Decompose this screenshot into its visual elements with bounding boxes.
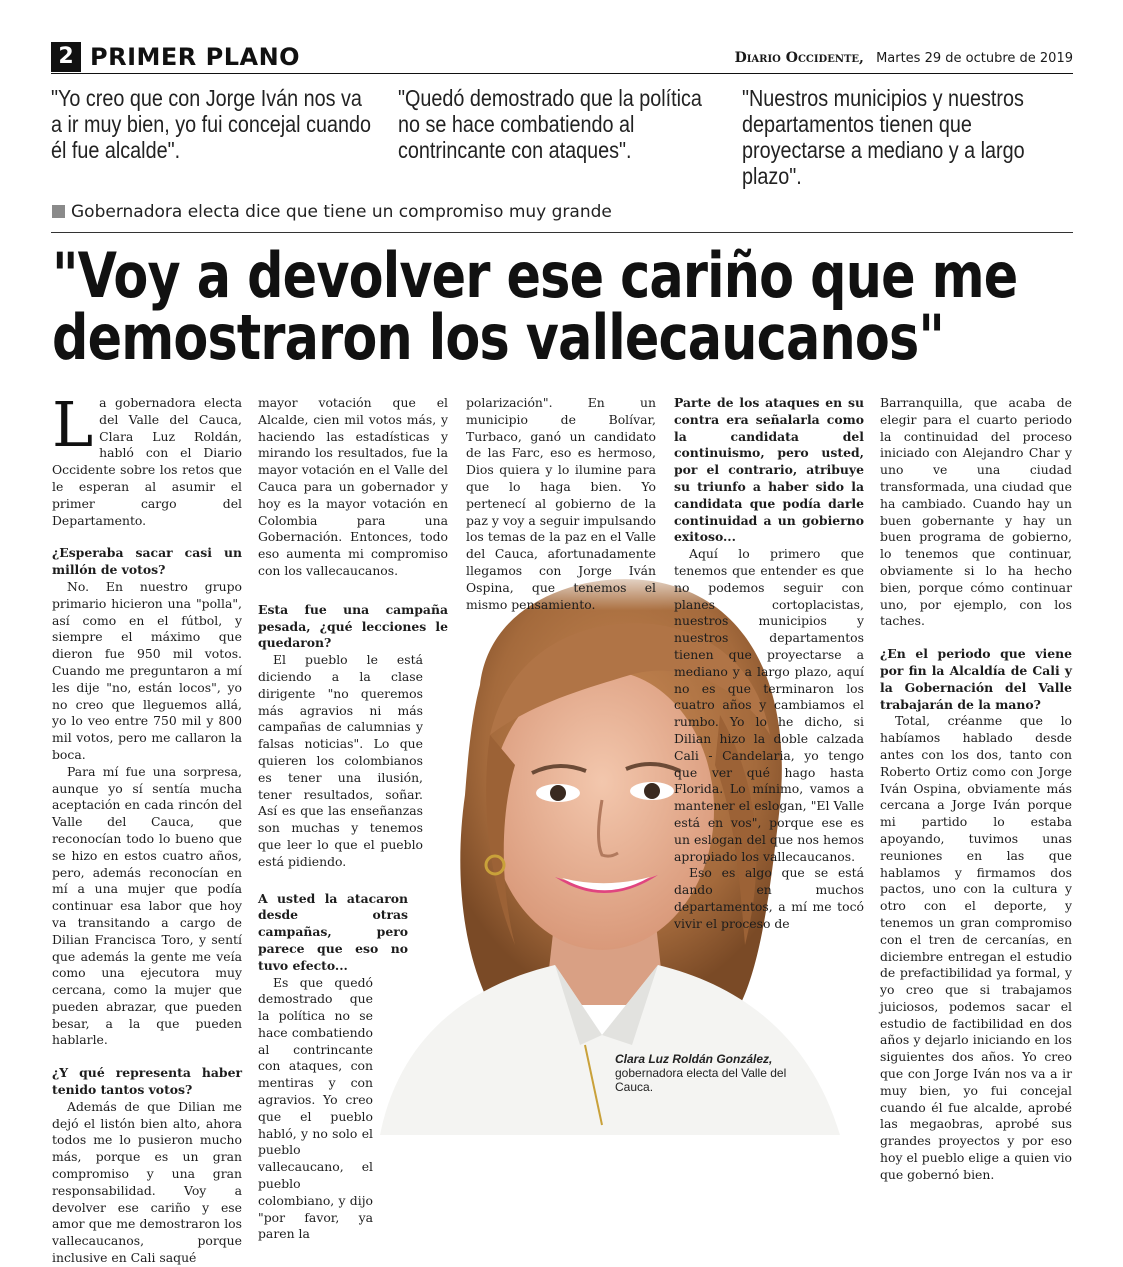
article-column-4 [674,395,864,933]
question: ¿Esperaba sacar casi un millón de votos? [52,545,242,578]
intro-text: a gobernadora electa del Valle del Cauca, Clara Luz Roldán, habló con el Diario Occidente sobre los retos que le esperan al asumir el primer cargo del Departamento. [52,395,242,528]
section-title: PRIMER PLANO [90,43,301,71]
kicker [52,202,612,222]
question: ¿Y qué representa haber tenido tantos votos? [52,1065,242,1098]
answer-paragraph: Para mí fue una sorpresa, aunque yo sí sentía mucha aceptación en cada rincón del Valle del Cauca, que reconocían todo lo bueno que se hizo en estos cuatro años, pero, además reconocían en mí a una mujer que podía continuar esa labor que hoy va transitando a cargo de Dilian Francisca Toro, y sentí que además la gente me veía como una ejecutora muy cercana, como la mujer que pueden abrazar, que pueden besar, a la que pueden hablarle. [52,763,242,1048]
question: Parte de los ataques en su contra era señalarla como la candidata del continuismo, pero usted, por el contrario, atribuye su triunfo a haber sido la candidata que podía darle continuidad a un gobierno exitoso... [674,395,864,545]
answer-paragraph: mayor votación que el Alcalde, cien mil votos más, y haciendo las estadísticas y mirando los resultados, fue la mayor votación en el Valle del Cauca para un gobernador y hoy es la mayor votación en Colombia para una Gobernación. Entonces, todo eso aumenta mi compromiso con los vallecaucanos. [258,395,448,578]
answer-paragraph: Aquí lo primero que tenemos que entender es que no podemos seguir con planes cortoplacistas, nuestros municipios y nuestros departamentos tienen que proyectarse a mediano y a largo plazo, aquí no es que terminaron los cuatro años y cambiamos el rumbo. Yo lo he dicho, si Dilian hizo la doble calzada Cali - Candelaria, yo tengo que ver qué hago hasta Florida. Lo mínimo, vamos a mantener el eslogan, "El Valle está en vos", porque ese es un eslogan del que nos hemos apropiado los vallecaucanos. [674,546,864,864]
headline-line-1: "Voy a devolver ese cariño que me [52,239,1018,312]
drop-cap: L [52,388,94,461]
question: Esta fue una campaña pesada, ¿qué lecciones le quedaron? [258,601,448,651]
issue-date: Martes 29 de octubre de 2019 [876,51,1073,66]
article-column-2 [258,395,448,1243]
pull-quote-2: "Quedó demostrado que la política no se hace combatiendo al contrincante con ataques". [398,85,702,163]
answer-paragraph: Además de que Dilian me dejó el listón bien alto, ahora todos me lo pusieron mucho más, porque es un gran compromiso y una gran responsabilidad. Voy a devolver ese cariño y ese amor que me demostraron los vallecaucanos, porque inclusive en Cali saqué [52,1098,242,1266]
answer-paragraph: polarización". En un municipio de Bolívar, Turbaco, ganó un candidato de las Farc, eso es hermoso, Dios quiera y lo ilumine para que lo haga bien. Yo pertenecí al gobierno de la paz y voy a seguir impulsando los temas de la paz en el Valle del Cauca, afortunadamente llegamos con Jorge Iván Ospina, que tenemos el mismo pensamiento. [466,395,656,612]
article-column-5 [880,395,1072,1184]
headline-line-2: demostraron los vallecaucanos" [52,301,945,374]
newspaper-name: Diario Occidente, [734,50,864,66]
caption-name: Clara Luz Roldán González, [615,1052,773,1066]
answer-paragraph: Es que quedó demostrado que la política no se hace combatiendo al contrincante con ataques, con mentiras y con agravios. Yo creo que el pueblo habló, y no solo el pueblo vallecaucano, el pueblo colombiano, y dijo "por favor, ya paren la [258,974,373,1242]
answer-paragraph: No. En nuestro grupo primario hicieron una "polla", así como en el fútbol, y siempre el máximo que dieron fue 950 mil votos. Cuando me preguntaron a mí les dije "no, están locos", yo no creo que lleguemos allá, yo lo veo entre 750 mil y 800 mil votos, pero me callaron la boca. [52,578,242,762]
answer-paragraph: Eso es algo que se está dando en muchos departamentos, a mí me tocó vivir el proceso de [674,865,864,931]
intro-paragraph [52,388,242,529]
question: A usted la atacaron desde otras campañas, pero parece que eso no tuvo efecto... [258,890,408,973]
kicker-text: Gobernadora electa dice que tiene un compromiso muy grande [71,202,612,222]
kicker-square-icon [52,205,65,218]
answer-paragraph: El pueblo le está diciendo a la clase dirigente "no queremos más agravios ni más campañas de calumnias y falsas noticias". Lo que quieren los colombianos es tener una ilusión, tener resultados, soñar. Así es que las enseñanzas son muchas y tenemos que leer lo que el pueblo está pidiendo. [258,652,423,869]
headline [52,239,1036,374]
article-column-1 [52,388,242,1267]
pull-quote-3: "Nuestros municipios y nuestros departamentos tienen que proyectarse a mediano y a largo plazo". [742,85,1025,189]
page-number: 2 [51,42,81,72]
answer-paragraph: Barranquilla, que acaba de elegir para el cuarto periodo la continuidad del proceso iniciado con Alejandro Char y uno ve una ciudad transformada, una ciudad que ha cambiado. Cuando hay un buen gobernante y hay un buen programa de gobierno, lo tenemos que continuar, obviamente si lo ha hecho bien, porque cómo continuar uno, por ejemplo, con los taches. [880,395,1072,629]
kicker-rule [51,232,1073,233]
photo-caption [615,1052,815,1094]
answer-paragraph: Total, créanme que lo habíamos hablado desde antes con los dos, tanto con Roberto Ortiz como con Jorge Iván Ospina, obviamente más cercana a Jorge Iván porque mi partido lo estaba apoyando, tuvimos unas reuniones en las que hablamos y firmamos dos pactos, uno con la cultura y otro con el deporte, y tenemos un gran compromiso con el tren de cercanías, en diciembre entregan el estudio de prefactibilidad ya formal, y yo creo que si trabajamos juiciosos, podemos sacar el estudio de factibilidad en dos años y dejarlo iniciando en los siguientes dos años. Yo creo que con Jorge Iván nos va a ir muy bien, yo fui concejal cuando él fue alcalde, aprobé las megaobras, aprobé sus grandes proyectos y por eso hoy el pueblo elige a quien vio que gobernó bien. [880,713,1072,1182]
header-rule [51,73,1073,74]
article-column-3 [466,395,656,613]
masthead [735,50,1073,67]
caption-text: gobernadora electa del Valle del Cauca. [615,1066,787,1094]
pull-quote-1: "Yo creo que con Jorge Iván nos va a ir muy bien, yo fui concejal cuando él fue alcalde". [51,85,371,163]
question: ¿En el periodo que viene por fin la Alcaldía de Cali y la Gobernación del Valle trabajarán de la mano? [880,646,1072,712]
